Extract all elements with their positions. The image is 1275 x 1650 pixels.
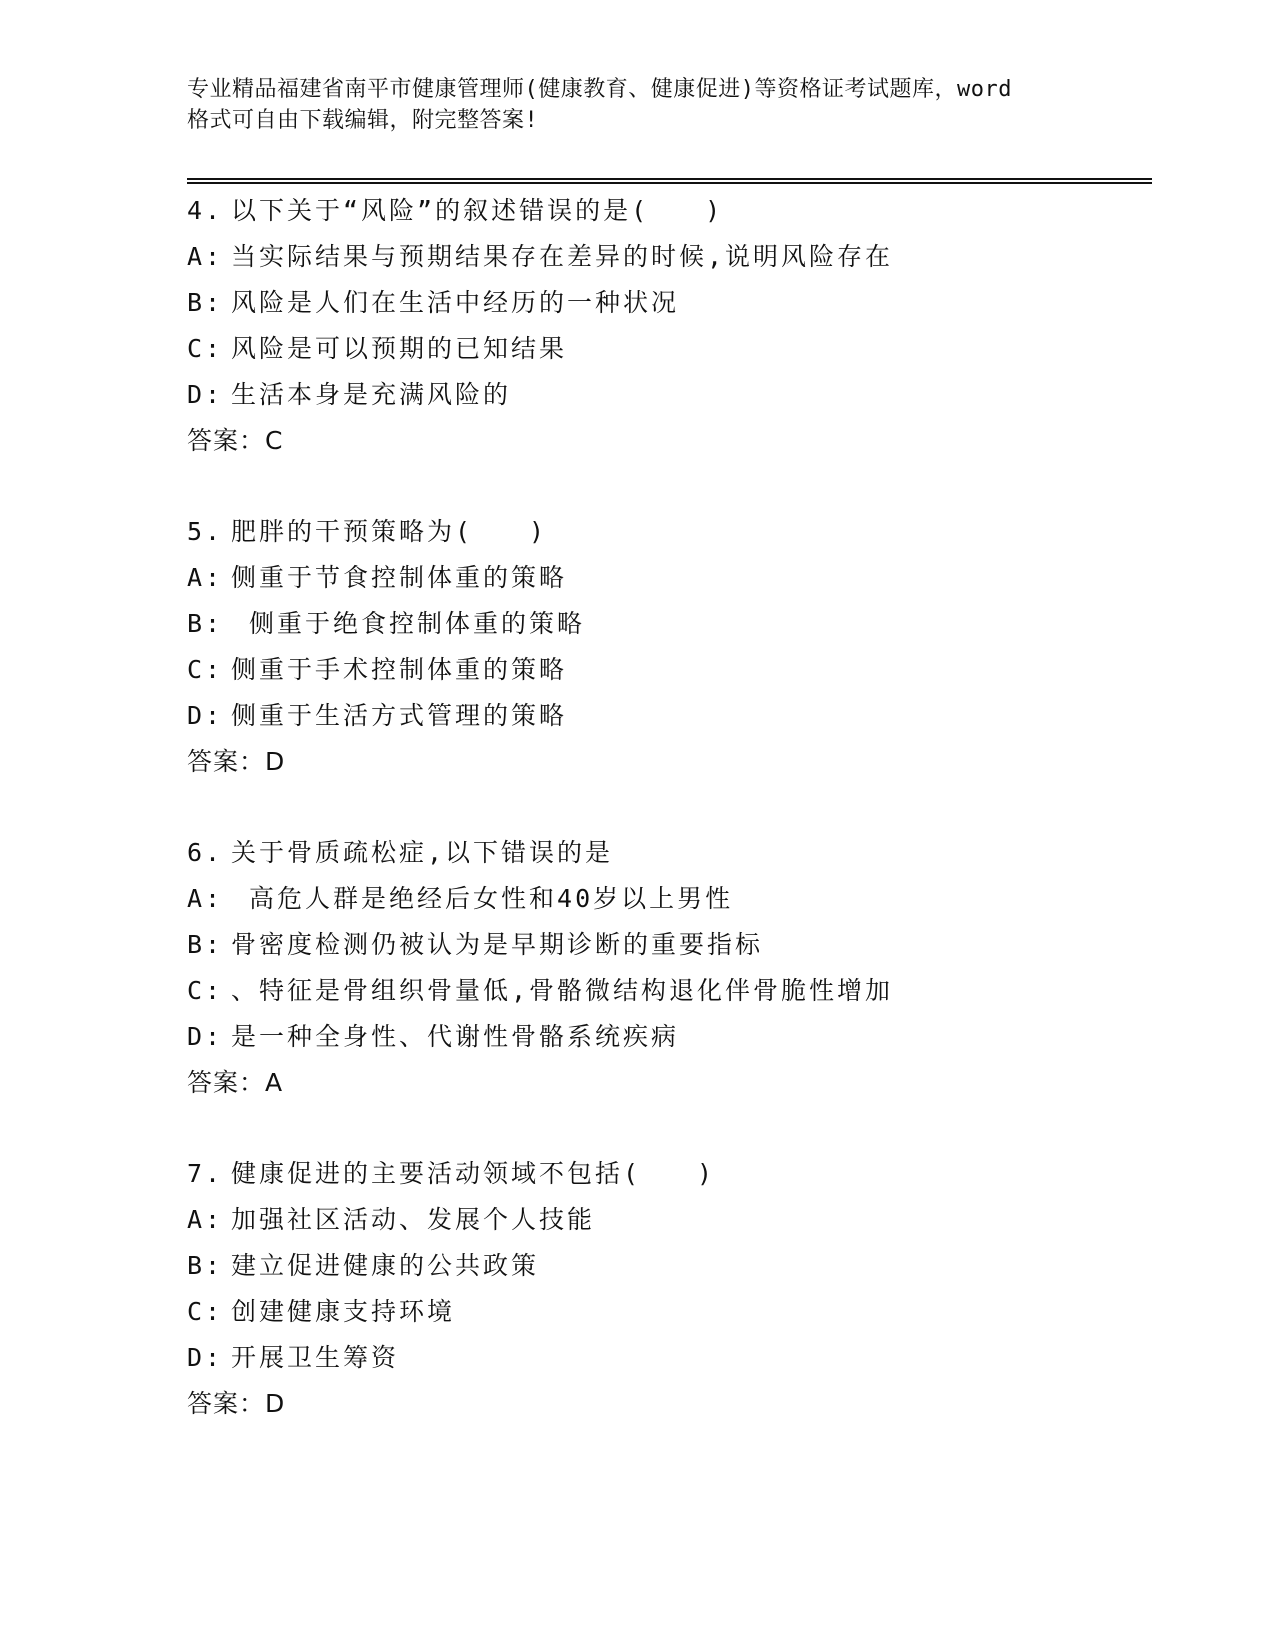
question-stem bbox=[187, 830, 1152, 876]
option-label: C: bbox=[187, 655, 224, 684]
option-label: B: bbox=[187, 609, 224, 638]
option-label: D: bbox=[187, 380, 224, 409]
option-a bbox=[187, 234, 1152, 280]
question-text: 健康促进的主要活动领域不包括( ) bbox=[231, 1159, 716, 1188]
option-label: B: bbox=[187, 288, 224, 317]
option-text: 开展卫生筹资 bbox=[231, 1343, 400, 1372]
question-number: 5. bbox=[187, 517, 224, 546]
option-text: 生活本身是充满风险的 bbox=[231, 380, 512, 409]
option-text: 侧重于生活方式管理的策略 bbox=[231, 701, 568, 730]
option-c bbox=[187, 968, 1152, 1014]
option-label: A: bbox=[187, 884, 224, 913]
option-text: 风险是人们在生活中经历的一种状况 bbox=[231, 288, 680, 317]
option-text: 、特征是骨组织骨量低,骨骼微结构退化伴骨脆性增加 bbox=[231, 976, 894, 1005]
question-stem bbox=[187, 188, 1152, 234]
option-c bbox=[187, 647, 1152, 693]
question-list bbox=[187, 188, 1152, 1472]
answer-line: 答案：C bbox=[187, 426, 284, 455]
option-text: 当实际结果与预期结果存在差异的时候,说明风险存在 bbox=[231, 242, 894, 271]
answer-line: 答案：D bbox=[187, 747, 286, 776]
question-4 bbox=[187, 188, 1152, 464]
header-divider-top bbox=[187, 178, 1152, 180]
question-text: 以下关于“风险”的叙述错误的是( ) bbox=[231, 196, 724, 225]
option-label: B: bbox=[187, 1251, 224, 1280]
option-text: 建立促进健康的公共政策 bbox=[231, 1251, 540, 1280]
option-c bbox=[187, 1289, 1152, 1335]
question-text: 肥胖的干预策略为( ) bbox=[231, 517, 548, 546]
option-text: 是一种全身性、代谢性骨骼系统疾病 bbox=[231, 1022, 680, 1051]
answer-line: 答案：D bbox=[187, 1389, 286, 1418]
option-text: 高危人群是绝经后女性和40岁以上男性 bbox=[231, 884, 734, 913]
question-number: 7. bbox=[187, 1159, 224, 1188]
option-label: C: bbox=[187, 1297, 224, 1326]
option-text: 侧重于手术控制体重的策略 bbox=[231, 655, 568, 684]
question-number: 4. bbox=[187, 196, 224, 225]
option-d bbox=[187, 1014, 1152, 1060]
option-a bbox=[187, 876, 1152, 922]
question-text: 关于骨质疏松症,以下错误的是 bbox=[231, 838, 614, 867]
option-text: 侧重于节食控制体重的策略 bbox=[231, 563, 568, 592]
option-text: 风险是可以预期的已知结果 bbox=[231, 334, 568, 363]
option-c bbox=[187, 326, 1152, 372]
question-stem bbox=[187, 509, 1152, 555]
option-label: A: bbox=[187, 242, 224, 271]
option-label: D: bbox=[187, 701, 224, 730]
document-header bbox=[187, 74, 1087, 136]
option-label: C: bbox=[187, 976, 224, 1005]
option-a bbox=[187, 555, 1152, 601]
header-divider-bottom bbox=[187, 182, 1152, 184]
option-label: A: bbox=[187, 563, 224, 592]
option-d bbox=[187, 1335, 1152, 1381]
option-a bbox=[187, 1197, 1152, 1243]
option-label: D: bbox=[187, 1022, 224, 1051]
option-text: 加强社区活动、发展个人技能 bbox=[231, 1205, 596, 1234]
question-number: 6. bbox=[187, 838, 224, 867]
option-text: 侧重于绝食控制体重的策略 bbox=[231, 609, 586, 638]
option-label: C: bbox=[187, 334, 224, 363]
option-b bbox=[187, 1243, 1152, 1289]
option-text: 创建健康支持环境 bbox=[231, 1297, 456, 1326]
option-b bbox=[187, 280, 1152, 326]
header-line-2: 格式可自由下载编辑，附完整答案! bbox=[187, 108, 539, 133]
option-b bbox=[187, 601, 1152, 647]
option-d bbox=[187, 372, 1152, 418]
header-line-1: 专业精品福建省南平市健康管理师(健康教育、健康促进)等资格证考试题库，word bbox=[187, 77, 1012, 102]
question-stem bbox=[187, 1151, 1152, 1197]
option-d bbox=[187, 693, 1152, 739]
answer-line: 答案：A bbox=[187, 1068, 284, 1097]
option-label: D: bbox=[187, 1343, 224, 1372]
question-7 bbox=[187, 1151, 1152, 1427]
question-5 bbox=[187, 509, 1152, 785]
option-label: B: bbox=[187, 930, 224, 959]
question-6 bbox=[187, 830, 1152, 1106]
option-label: A: bbox=[187, 1205, 224, 1234]
option-b bbox=[187, 922, 1152, 968]
option-text: 骨密度检测仍被认为是早期诊断的重要指标 bbox=[231, 930, 764, 959]
